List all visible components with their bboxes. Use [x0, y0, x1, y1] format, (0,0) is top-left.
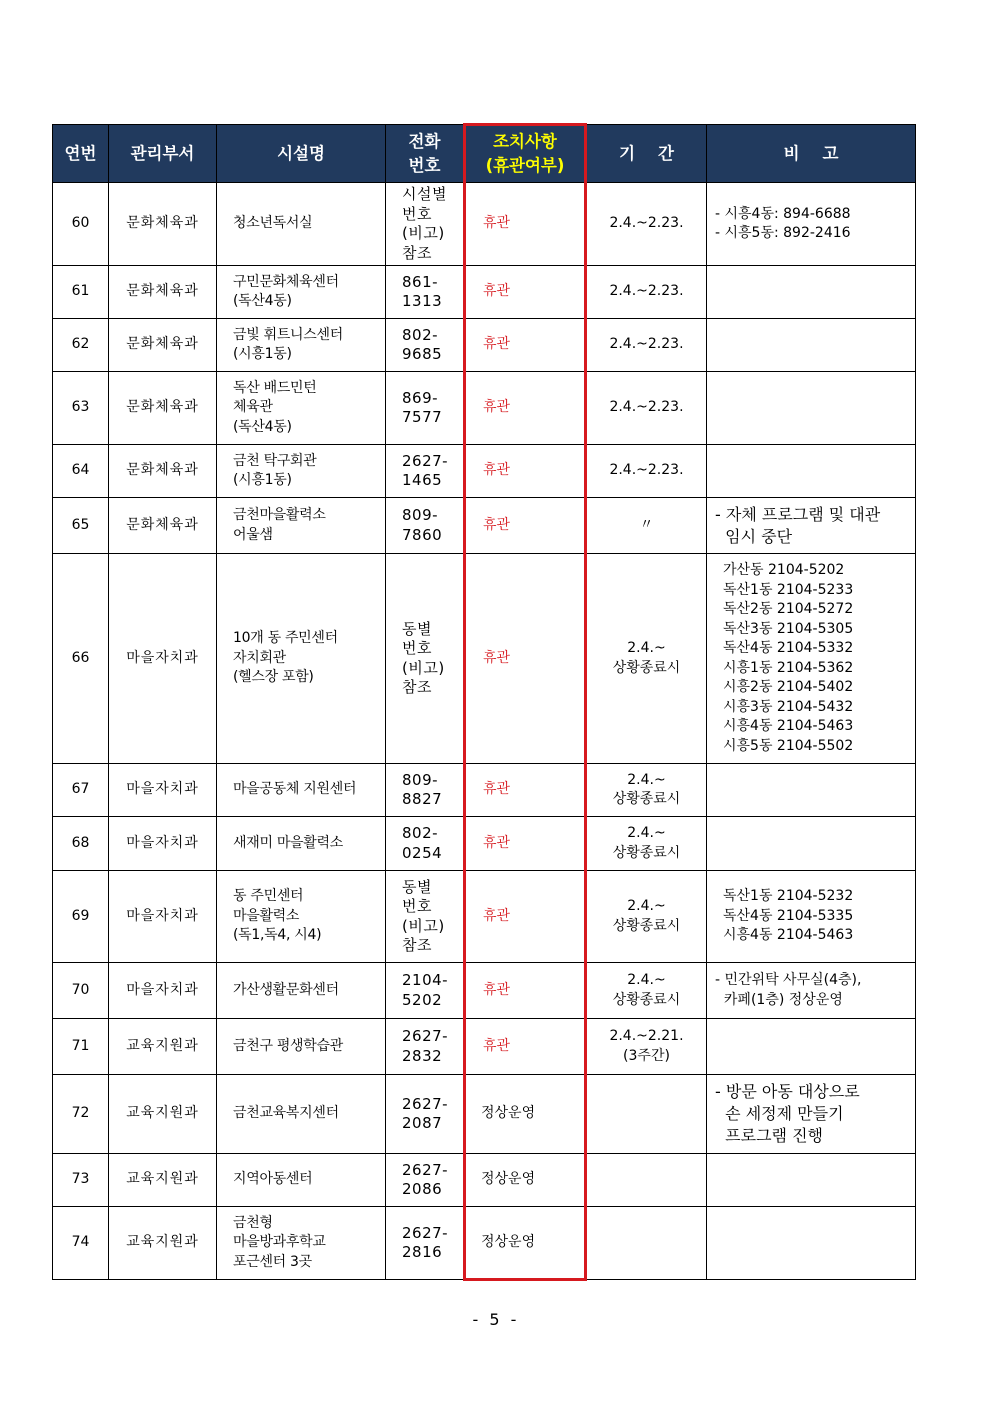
period-line: 2.4.~: [627, 825, 666, 841]
header-no: 연번: [53, 125, 109, 183]
action-status-cell: [465, 871, 586, 963]
table-row: [53, 963, 916, 1019]
row-number: 65: [53, 498, 109, 554]
action-status-text: 휴관: [483, 1037, 511, 1054]
row-number: 70: [53, 963, 109, 1019]
facility-name-line: (시흥1동): [233, 346, 292, 362]
facility-name-line: 포근센터 3곳: [233, 1253, 312, 1270]
action-status-text: 정상운영: [481, 1105, 536, 1122]
department-cell: 문화체육과: [109, 319, 217, 372]
phone-line: 869-: [402, 388, 439, 407]
phone-line: 7577: [402, 408, 443, 426]
row-number: 68: [53, 817, 109, 871]
facility-name-line: (독산4동): [233, 418, 292, 435]
facility-name-line: 금빛 휘트니스센터: [233, 326, 343, 343]
table-row: [53, 372, 916, 445]
facility-name-line: 금천형: [233, 1214, 273, 1231]
phone-line: 2086: [402, 1180, 443, 1198]
action-status-text: 휴관: [483, 834, 511, 851]
row-number: 63: [53, 372, 109, 445]
department-cell: 문화체육과: [109, 266, 217, 319]
header-period-label: 기 간: [619, 143, 674, 163]
period-line: 2.4.~2.23.: [609, 336, 684, 353]
facility-name-line: 독산 배드민턴: [233, 379, 317, 396]
page-number: - 5 -: [472, 1310, 520, 1329]
phone-cell: [386, 1019, 465, 1075]
phone-line: 2627-: [402, 1094, 449, 1113]
facility-name-line: (시흥1동): [233, 472, 292, 488]
action-status-cell: [465, 817, 586, 871]
table-body: [53, 183, 916, 1280]
department-cell: 교육지원과: [109, 1207, 217, 1280]
table-row: [53, 319, 916, 372]
period-cell: [586, 498, 707, 554]
phone-line: 2627-: [402, 1027, 449, 1045]
note-line: 독산1동 2104-5232: [723, 888, 854, 905]
action-status-text: 휴관: [483, 462, 511, 479]
phone-line: 2832: [402, 1046, 443, 1065]
action-status-cell: [465, 372, 586, 445]
period-cell: [586, 372, 707, 445]
phone-cell: [386, 817, 465, 871]
table-header-row: [53, 125, 916, 183]
table-row: [53, 1075, 916, 1154]
note-cell: [707, 372, 916, 445]
period-line: 상황종료시: [612, 659, 681, 676]
phone-cell: [386, 963, 465, 1019]
note-cell: [707, 764, 916, 817]
note-line: 시흥4동 2104-5463: [723, 718, 854, 734]
period-line: 2.4.~: [627, 898, 666, 914]
action-status-text: 휴관: [483, 781, 511, 798]
period-line: 상황종료시: [612, 991, 681, 1008]
period-cell: [586, 1207, 707, 1280]
header-facility: 시설명: [217, 125, 386, 183]
action-status-text: 휴관: [483, 649, 511, 666]
header-phone: [386, 125, 465, 183]
period-cell: [586, 1075, 707, 1154]
table-row: [53, 817, 916, 871]
facility-name-cell: [217, 871, 386, 963]
phone-line: 0254: [402, 843, 443, 862]
action-status-cell: [465, 183, 586, 266]
action-status-text: 휴관: [483, 215, 511, 232]
phone-cell: [386, 266, 465, 319]
header-note-label: 비 고: [783, 143, 839, 163]
phone-line: 참조: [402, 936, 432, 954]
action-status-text: 휴관: [483, 516, 511, 533]
phone-line: 2816: [402, 1243, 443, 1261]
facility-name-line: 금천마을활력소: [233, 507, 326, 523]
table-row: [53, 266, 916, 319]
department-cell: 마을자치과: [109, 817, 217, 871]
facility-name-cell: [217, 445, 386, 498]
facility-name-cell: [217, 1075, 386, 1154]
note-line: - 자체 프로그램 및 대관: [715, 504, 881, 524]
period-cell: [586, 1019, 707, 1075]
row-number: 74: [53, 1207, 109, 1280]
department-cell: 마을자치과: [109, 554, 217, 764]
facility-name-line: (독1,독4, 시4): [233, 927, 322, 944]
period-line: 2.4.~: [627, 972, 666, 988]
phone-cell: [386, 554, 465, 764]
header-phone-line2: 번호: [408, 155, 441, 175]
note-line: - 민간위탁 사무실(4층),: [715, 972, 862, 988]
department-cell: 교육지원과: [109, 1154, 217, 1207]
facility-status-table: [52, 123, 916, 1281]
period-line: 상황종료시: [612, 791, 681, 807]
phone-line: 802-: [402, 325, 439, 344]
note-line: 시흥1동 2104-5362: [723, 659, 854, 676]
note-line: 독산4동 2104-5332: [723, 640, 854, 656]
action-status-cell: [465, 1075, 586, 1154]
note-line: 독산3동 2104-5305: [723, 620, 854, 637]
period-cell: [586, 764, 707, 817]
note-line: 시흥5동 2104-5502: [723, 737, 854, 754]
header-action-line2: (휴관여부): [485, 156, 565, 175]
table-row: [53, 183, 916, 266]
table-row: [53, 1207, 916, 1280]
phone-line: 2627-: [402, 1223, 449, 1242]
action-status-text: 휴관: [483, 399, 511, 416]
phone-line: 2087: [402, 1114, 443, 1132]
period-line: 〃: [639, 516, 654, 533]
action-status-text: 휴관: [483, 907, 511, 924]
header-period: [586, 125, 707, 183]
note-line: 시흥3동 2104-5432: [723, 698, 854, 715]
phone-line: 2627-: [402, 451, 449, 470]
department-cell: 마을자치과: [109, 963, 217, 1019]
note-cell: [707, 963, 916, 1019]
facility-name-line: 어울샘: [233, 526, 273, 543]
phone-line: 번호: [402, 639, 432, 657]
row-number: 66: [53, 554, 109, 764]
action-status-text: 정상운영: [481, 1171, 536, 1188]
department-cell: 교육지원과: [109, 1075, 217, 1154]
row-number: 69: [53, 871, 109, 963]
phone-cell: [386, 319, 465, 372]
facility-name-cell: [217, 1154, 386, 1207]
period-line: 2.4.~2.23.: [609, 399, 684, 416]
action-status-text: 휴관: [483, 283, 511, 300]
row-number: 71: [53, 1019, 109, 1075]
action-status-cell: [465, 445, 586, 498]
period-line: 2.4.~2.23.: [609, 462, 684, 479]
phone-line: 802-: [402, 824, 439, 842]
action-status-cell: [465, 1154, 586, 1207]
header-note: [707, 125, 916, 183]
action-status-cell: [465, 498, 586, 554]
phone-line: 809-: [402, 770, 439, 789]
note-cell: [707, 554, 916, 764]
phone-cell: [386, 764, 465, 817]
note-cell: [707, 1154, 916, 1207]
facility-status-table-wrap: [52, 123, 915, 1281]
phone-line: 동별: [402, 877, 432, 896]
note-line: 임시 중단: [715, 526, 793, 546]
note-line: - 시흥4동: 894-6688: [715, 205, 851, 222]
period-cell: [586, 445, 707, 498]
action-status-text: 휴관: [483, 336, 511, 353]
note-cell: [707, 1019, 916, 1075]
note-line: 독산2동 2104-5272: [723, 601, 854, 617]
note-cell: [707, 319, 916, 372]
period-line: 2.4.~2.23.: [609, 283, 684, 300]
action-status-text: 휴관: [483, 981, 511, 998]
phone-line: 861-: [402, 272, 439, 291]
period-cell: [586, 817, 707, 871]
period-cell: [586, 319, 707, 372]
phone-cell: [386, 372, 465, 445]
note-line: 시흥4동 2104-5463: [723, 927, 854, 944]
table-row: [53, 1154, 916, 1207]
department-cell: 문화체육과: [109, 183, 217, 266]
department-cell: 교육지원과: [109, 1019, 217, 1075]
phone-line: 참조: [402, 678, 432, 696]
row-number: 61: [53, 266, 109, 319]
action-status-cell: [465, 554, 586, 764]
period-line: 2.4.~: [627, 771, 666, 788]
period-line: 2.4.~2.23.: [609, 215, 684, 232]
phone-line: 2104-: [402, 971, 449, 989]
period-cell: [586, 554, 707, 764]
action-status-cell: [465, 319, 586, 372]
phone-line: 7860: [402, 525, 443, 544]
header-action: [465, 125, 586, 183]
table-row: [53, 1019, 916, 1075]
facility-name-cell: [217, 963, 386, 1019]
facility-name-line: (독산4동): [233, 293, 292, 309]
action-status-cell: [465, 1207, 586, 1280]
row-number: 72: [53, 1075, 109, 1154]
note-line: 카페(1층) 정상운영: [715, 991, 843, 1008]
department-cell: 마을자치과: [109, 871, 217, 963]
phone-cell: [386, 1154, 465, 1207]
phone-line: 809-: [402, 506, 439, 524]
facility-name-cell: [217, 319, 386, 372]
facility-name-line: 가산생활문화센터: [233, 981, 339, 998]
phone-line: 동별: [402, 619, 432, 638]
note-line: 독산4동 2104-5335: [723, 907, 854, 924]
facility-name-line: 마을방과후학교: [233, 1234, 326, 1251]
facility-name-line: 새재미 마을활력소: [233, 834, 343, 851]
note-line: 독산1동 2104-5233: [723, 581, 854, 598]
phone-cell: [386, 445, 465, 498]
table-row: [53, 445, 916, 498]
facility-name-line: 금천교육복지센터: [233, 1105, 339, 1122]
period-line: 2.4.~: [627, 640, 666, 656]
note-cell: [707, 817, 916, 871]
phone-line: (비고): [402, 224, 445, 242]
row-number: 73: [53, 1154, 109, 1207]
phone-line: 번호: [402, 897, 432, 915]
note-cell: [707, 266, 916, 319]
department-cell: 문화체육과: [109, 372, 217, 445]
facility-name-cell: [217, 764, 386, 817]
note-line: 프로그램 진행: [715, 1126, 823, 1145]
facility-name-line: 자치회관: [233, 649, 286, 666]
action-status-cell: [465, 266, 586, 319]
period-line: 상황종료시: [612, 844, 681, 861]
action-status-cell: [465, 963, 586, 1019]
action-status-text: 정상운영: [481, 1233, 536, 1250]
table-row: [53, 764, 916, 817]
row-number: 64: [53, 445, 109, 498]
note-line: 시흥2동 2104-5402: [723, 679, 854, 695]
note-cell: [707, 871, 916, 963]
period-line: (3주간): [623, 1047, 670, 1064]
phone-line: 9685: [402, 345, 443, 363]
note-line: - 시흥5동: 892-2416: [715, 225, 851, 241]
phone-line: 8827: [402, 790, 443, 808]
department-cell: 마을자치과: [109, 764, 217, 817]
period-cell: [586, 1154, 707, 1207]
phone-line: (비고): [402, 916, 445, 935]
period-cell: [586, 963, 707, 1019]
table-row: [53, 554, 916, 764]
facility-name-cell: [217, 1207, 386, 1280]
phone-line: 번호: [402, 204, 432, 223]
facility-name-line: 금천구 평생학습관: [233, 1037, 343, 1054]
note-cell: [707, 445, 916, 498]
phone-cell: [386, 871, 465, 963]
phone-line: 2627-: [402, 1160, 449, 1179]
facility-name-line: 금천 탁구회관: [233, 452, 317, 469]
facility-name-line: 체육관: [233, 399, 273, 416]
row-number: 62: [53, 319, 109, 372]
phone-cell: [386, 1207, 465, 1280]
row-number: 67: [53, 764, 109, 817]
phone-line: 5202: [402, 990, 443, 1009]
facility-name-line: 청소년독서실: [233, 215, 313, 232]
department-cell: 문화체육과: [109, 498, 217, 554]
action-status-cell: [465, 764, 586, 817]
phone-line: 시설별: [402, 185, 447, 203]
period-cell: [586, 871, 707, 963]
facility-name-line: 지역아동센터: [233, 1171, 313, 1188]
header-action-line1: 조치사항: [493, 132, 557, 151]
header-phone-line1: 전화: [408, 131, 441, 151]
note-line: 가산동 2104-5202: [723, 562, 845, 578]
phone-cell: [386, 1075, 465, 1154]
period-line: 상황종료시: [612, 917, 681, 934]
facility-name-line: 동 주민센터: [233, 888, 304, 905]
period-cell: [586, 183, 707, 266]
phone-line: 1313: [402, 292, 443, 310]
phone-cell: [386, 183, 465, 266]
facility-name-line: 마을활력소: [233, 907, 300, 924]
period-line: 2.4.~2.21.: [609, 1028, 684, 1044]
header-dept: 관리부서: [109, 125, 217, 183]
action-status-cell: [465, 1019, 586, 1075]
note-cell: [707, 183, 916, 266]
facility-name-line: 10개 동 주민센터: [233, 630, 338, 647]
note-cell: [707, 1207, 916, 1280]
note-line: 손 세정제 만들기: [715, 1104, 844, 1123]
facility-name-line: (헬스장 포함): [233, 669, 314, 686]
facility-name-cell: [217, 1019, 386, 1075]
phone-line: 참조: [402, 243, 432, 262]
facility-name-cell: [217, 372, 386, 445]
facility-name-line: 구민문화체육센터: [233, 273, 339, 290]
period-cell: [586, 266, 707, 319]
facility-name-cell: [217, 183, 386, 266]
table-row: [53, 498, 916, 554]
note-cell: [707, 1075, 916, 1154]
note-cell: [707, 498, 916, 554]
note-line: - 방문 아동 대상으로: [715, 1082, 860, 1101]
phone-cell: [386, 498, 465, 554]
facility-name-line: 마을공동체 지원센터: [233, 781, 357, 798]
phone-line: 1465: [402, 471, 443, 489]
row-number: 60: [53, 183, 109, 266]
facility-name-cell: [217, 266, 386, 319]
department-cell: 문화체육과: [109, 445, 217, 498]
phone-line: (비고): [402, 658, 445, 677]
facility-name-cell: [217, 554, 386, 764]
facility-name-cell: [217, 498, 386, 554]
facility-name-cell: [217, 817, 386, 871]
table-row: [53, 871, 916, 963]
